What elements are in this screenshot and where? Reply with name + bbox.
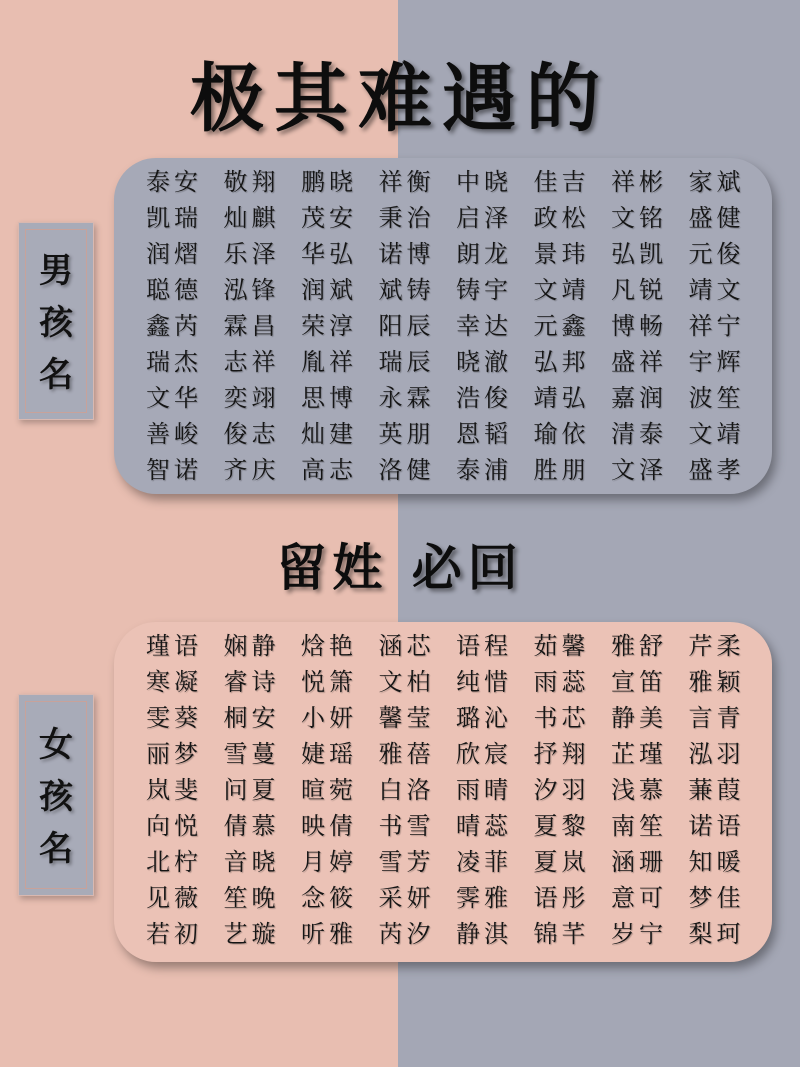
girls-name-cell: 艺璇 [223, 920, 280, 948]
girls-name-cell: 泓羽 [688, 740, 745, 768]
girls-names-grid [146, 628, 766, 952]
girls-name-cell: 睿诗 [223, 668, 280, 696]
boys-name-cell: 朗龙 [456, 240, 512, 268]
girls-name-cell: 岚斐 [146, 776, 202, 804]
boys-name-cell: 鑫芮 [146, 312, 202, 340]
boys-name-cell: 宇辉 [688, 348, 745, 376]
boys-label-tag [18, 222, 94, 420]
boys-name-cell: 俊志 [223, 420, 280, 448]
girls-name-cell: 雨晴 [456, 776, 512, 804]
boys-name-cell: 智诺 [146, 456, 202, 484]
girls-name-cell: 婕瑶 [301, 740, 357, 768]
girls-label-char: 孩 [39, 777, 73, 817]
girls-label-char: 名 [39, 829, 73, 869]
boys-name-cell: 永霖 [378, 384, 435, 412]
boys-name-cell: 清泰 [611, 420, 667, 448]
girls-name-cell: 浅慕 [611, 776, 667, 804]
girls-name-cell: 芷瑾 [611, 740, 667, 768]
boys-name-cell: 佳吉 [533, 168, 590, 196]
girls-name-cell: 雅舒 [611, 632, 667, 660]
girls-name-cell: 夏岚 [533, 848, 590, 876]
girls-name-cell: 念筱 [301, 884, 357, 912]
girls-name-cell: 雅蓓 [378, 740, 435, 768]
boys-name-cell: 霖昌 [223, 312, 280, 340]
boys-name-cell: 秉治 [378, 204, 435, 232]
boys-name-cell: 祥衡 [378, 168, 435, 196]
girls-name-cell: 书芯 [533, 704, 590, 732]
girls-name-cell: 梦佳 [688, 884, 745, 912]
girls-name-cell: 霁雅 [456, 884, 512, 912]
boys-label-text [19, 245, 93, 401]
girls-name-cell: 夏黎 [533, 812, 590, 840]
boys-name-cell: 善峻 [146, 420, 202, 448]
girls-name-cell: 音晓 [223, 848, 280, 876]
girls-name-cell: 雨蕊 [533, 668, 590, 696]
girls-name-cell: 丽梦 [146, 740, 202, 768]
girls-name-cell: 雅颖 [688, 668, 745, 696]
boys-name-cell: 政松 [533, 204, 590, 232]
girls-name-cell: 问夏 [223, 776, 280, 804]
girls-name-cell: 雯葵 [146, 704, 202, 732]
boys-label-char: 名 [39, 355, 73, 395]
boys-name-cell: 嘉润 [611, 384, 667, 412]
boys-name-cell: 高志 [301, 456, 357, 484]
girls-name-cell: 静淇 [456, 920, 512, 948]
girls-name-cell: 语程 [456, 632, 512, 660]
boys-name-cell: 盛孝 [688, 456, 745, 484]
girls-name-cell: 采妍 [378, 884, 435, 912]
girls-name-cell: 芹柔 [688, 632, 745, 660]
girls-name-cell: 意可 [611, 884, 667, 912]
girls-name-cell: 向悦 [146, 812, 202, 840]
boys-name-cell: 聪德 [146, 276, 202, 304]
girls-name-cell: 蒹葭 [688, 776, 745, 804]
girls-name-cell: 芮汐 [378, 920, 435, 948]
girls-name-cell: 梨珂 [688, 920, 745, 948]
boys-name-cell: 胜朋 [533, 456, 590, 484]
boys-name-cell: 奕翊 [223, 384, 280, 412]
girls-name-cell: 倩慕 [223, 812, 280, 840]
boys-name-cell: 瑞杰 [146, 348, 202, 376]
girls-name-cell: 北柠 [146, 848, 202, 876]
girls-name-cell: 书雪 [378, 812, 435, 840]
girls-label-text [19, 719, 93, 875]
boys-name-cell: 瑞辰 [378, 348, 435, 376]
boys-name-cell: 文靖 [688, 420, 745, 448]
boys-name-cell: 祥宁 [688, 312, 745, 340]
page-title: 极其难遇的 [190, 56, 610, 142]
boys-name-cell: 元俊 [688, 240, 745, 268]
boys-name-cell: 荣淳 [301, 312, 357, 340]
boys-names-grid [146, 164, 766, 488]
girls-name-cell: 知暖 [688, 848, 745, 876]
boys-name-cell: 灿建 [301, 420, 357, 448]
girls-name-cell: 焓艳 [301, 632, 357, 660]
boys-name-cell: 鹏晓 [301, 168, 357, 196]
page-subtitle: 留姓 必回 [276, 538, 524, 597]
girls-name-cell: 抒翔 [533, 740, 590, 768]
boys-name-cell: 靖弘 [533, 384, 590, 412]
girls-name-cell: 南笙 [611, 812, 667, 840]
girls-name-cell: 岁宁 [611, 920, 667, 948]
boys-name-cell: 盛祥 [611, 348, 667, 376]
boys-name-cell: 志祥 [223, 348, 280, 376]
girls-name-cell: 雪芳 [378, 848, 435, 876]
boys-name-cell: 敬翔 [223, 168, 280, 196]
boys-name-cell: 瑜依 [533, 420, 590, 448]
boys-name-cell: 斌铸 [378, 276, 435, 304]
boys-name-cell: 晓澈 [456, 348, 512, 376]
girls-name-cell: 悦箫 [301, 668, 357, 696]
girls-names-panel [114, 622, 772, 962]
boys-name-cell: 文华 [146, 384, 202, 412]
boys-name-cell: 凯瑞 [146, 204, 202, 232]
boys-label-char: 孩 [39, 303, 73, 343]
boys-name-cell: 铸宇 [456, 276, 512, 304]
boys-name-cell: 浩俊 [456, 384, 512, 412]
girls-name-cell: 娴静 [223, 632, 280, 660]
girls-name-cell: 听雅 [301, 920, 357, 948]
boys-name-cell: 启泽 [456, 204, 512, 232]
boys-name-cell: 洛健 [378, 456, 435, 484]
boys-name-cell: 文泽 [611, 456, 667, 484]
girls-name-cell: 涵芯 [378, 632, 435, 660]
boys-name-cell: 润熠 [146, 240, 202, 268]
girls-name-cell: 凌菲 [456, 848, 512, 876]
boys-name-cell: 弘凯 [611, 240, 667, 268]
boys-name-cell: 阳辰 [378, 312, 435, 340]
girls-name-cell: 瑾语 [146, 632, 202, 660]
girls-name-cell: 锦芊 [533, 920, 590, 948]
girls-name-cell: 涵珊 [611, 848, 667, 876]
boys-name-cell: 华弘 [301, 240, 357, 268]
girls-name-cell: 暄菀 [301, 776, 357, 804]
girls-name-cell: 茹馨 [533, 632, 590, 660]
boys-name-cell: 泰浦 [456, 456, 512, 484]
girls-name-cell: 文柏 [378, 668, 435, 696]
boys-name-cell: 家斌 [688, 168, 745, 196]
girls-name-cell: 诺语 [688, 812, 745, 840]
boys-names-panel [114, 158, 772, 494]
boys-name-cell: 博畅 [611, 312, 667, 340]
boys-name-cell: 景玮 [533, 240, 590, 268]
girls-name-cell: 宣笛 [611, 668, 667, 696]
boys-name-cell: 茂安 [301, 204, 357, 232]
boys-name-cell: 泰安 [146, 168, 202, 196]
boys-name-cell: 幸达 [456, 312, 512, 340]
girls-name-cell: 白洛 [378, 776, 435, 804]
boys-name-cell: 中晓 [456, 168, 512, 196]
girls-name-cell: 映倩 [301, 812, 357, 840]
boys-name-cell: 文靖 [533, 276, 590, 304]
boys-name-cell: 凡锐 [611, 276, 667, 304]
boys-name-cell: 元鑫 [533, 312, 590, 340]
girls-name-cell: 言青 [688, 704, 745, 732]
girls-name-cell: 桐安 [223, 704, 280, 732]
boys-name-cell: 胤祥 [301, 348, 357, 376]
girls-label-tag [18, 694, 94, 896]
boys-name-cell: 文铭 [611, 204, 667, 232]
girls-name-cell: 见薇 [146, 884, 202, 912]
boys-name-cell: 思博 [301, 384, 357, 412]
girls-name-cell: 小妍 [301, 704, 357, 732]
boys-name-cell: 盛健 [688, 204, 745, 232]
boys-name-cell: 祥彬 [611, 168, 667, 196]
boys-name-cell: 润斌 [301, 276, 357, 304]
girls-name-cell: 若初 [146, 920, 202, 948]
boys-name-cell: 齐庆 [223, 456, 280, 484]
boys-name-cell: 诺博 [378, 240, 435, 268]
girls-name-cell: 静美 [611, 704, 667, 732]
girls-name-cell: 月婷 [301, 848, 357, 876]
boys-name-cell: 灿麒 [223, 204, 280, 232]
girls-name-cell: 雪蔓 [223, 740, 280, 768]
boys-name-cell: 恩韬 [456, 420, 512, 448]
boys-name-cell: 靖文 [688, 276, 745, 304]
boys-name-cell: 泓锋 [223, 276, 280, 304]
girls-name-cell: 笙晚 [223, 884, 280, 912]
girls-name-cell: 纯惜 [456, 668, 512, 696]
girls-name-cell: 馨莹 [378, 704, 435, 732]
boys-name-cell: 乐泽 [223, 240, 280, 268]
girls-name-cell: 璐沁 [456, 704, 512, 732]
girls-name-cell: 汐羽 [533, 776, 590, 804]
girls-name-cell: 寒凝 [146, 668, 202, 696]
boys-name-cell: 英朋 [378, 420, 435, 448]
boys-name-cell: 波笙 [688, 384, 745, 412]
girls-label-char: 女 [39, 725, 73, 765]
boys-label-char: 男 [39, 251, 73, 291]
girls-name-cell: 语彤 [533, 884, 590, 912]
boys-name-cell: 弘邦 [533, 348, 590, 376]
girls-name-cell: 晴蕊 [456, 812, 512, 840]
girls-name-cell: 欣宸 [456, 740, 512, 768]
